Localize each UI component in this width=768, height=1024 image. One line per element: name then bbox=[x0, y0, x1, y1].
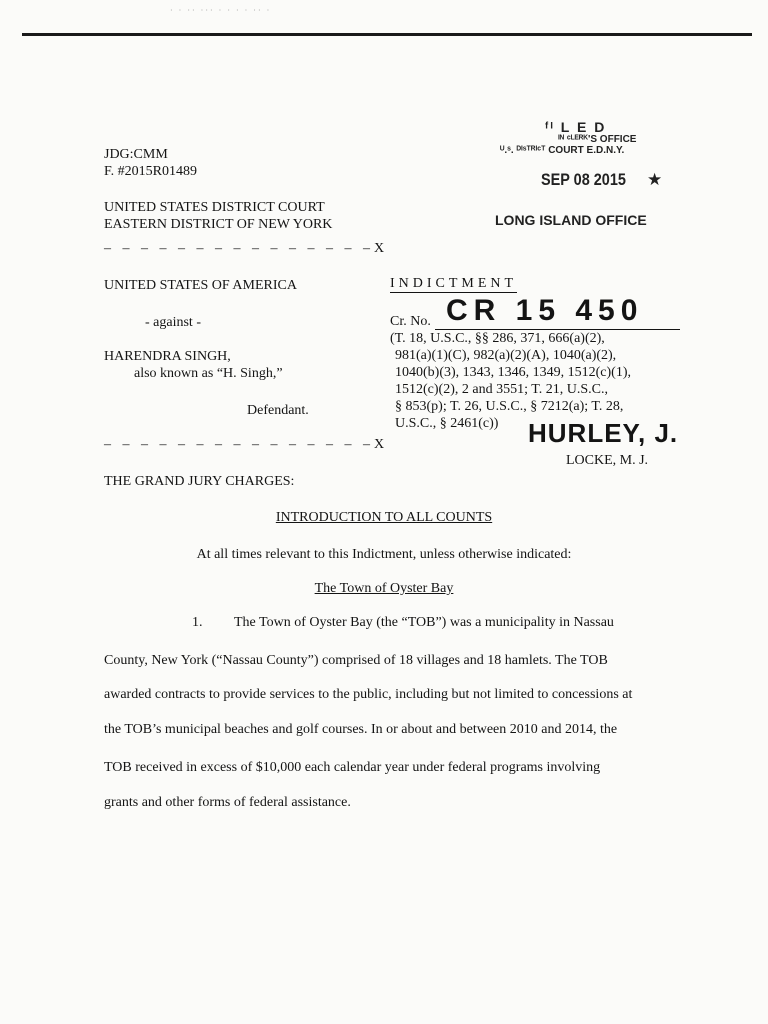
intro-line: At all times relevant to this Indictment, unless otherwise indicated: bbox=[196, 547, 572, 562]
paragraph-number: 1. bbox=[192, 615, 203, 630]
statute-line-6: U.S.C., § 2461(c)) bbox=[395, 416, 499, 431]
paragraph-line-5: TOB received in excess of $10,000 each calendar year under federal programs involving bbox=[104, 760, 601, 775]
statute-line-4: 1512(c)(2), 2 and 3551; T. 21, U.S.C., bbox=[395, 382, 608, 397]
filed-star-icon: ★ bbox=[647, 170, 663, 189]
paragraph-line-2: County, New York (“Nassau County”) comprised of 18 villages and 18 hamlets. The TOB bbox=[104, 653, 608, 668]
file-number: F. #2015R01489 bbox=[104, 164, 198, 179]
grand-jury-charges: THE GRAND JURY CHARGES: bbox=[104, 474, 295, 489]
case-number: CR 15 450 bbox=[446, 294, 644, 327]
against-label: - against - bbox=[145, 315, 201, 330]
court-district: EASTERN DISTRICT OF NEW YORK bbox=[104, 217, 333, 232]
scan-artifact: · · ·· ··· · · · · ·· · bbox=[170, 6, 272, 15]
case-number-label: Cr. No. bbox=[390, 314, 431, 329]
filed-stamp-court: ᵁ.ˢ. ᴰᴵˢᵀᴿᴵᶜᵀ COURT E.D.N.Y. bbox=[500, 145, 625, 156]
indictment-title bbox=[390, 275, 517, 292]
statute-line-3: 1040(b)(3), 1343, 1346, 1349, 1512(c)(1), bbox=[395, 365, 632, 380]
caption-divider-top: – – – – – – – – – – – – – – –X bbox=[104, 241, 389, 256]
section-heading: The Town of Oyster Bay bbox=[314, 581, 454, 596]
paragraph-line-4: the TOB’s municipal beaches and golf courses. In or about and between 2010 and 2014, the bbox=[104, 722, 618, 737]
defendant-alias: also known as “H. Singh,” bbox=[134, 366, 283, 381]
filed-stamp-title: ᶠᴵ L E D bbox=[545, 119, 607, 135]
judge-stamp: HURLEY, J. bbox=[528, 418, 679, 448]
paragraph-line-3: awarded contracts to provide services to the public, including but not limited to concessions at bbox=[104, 687, 633, 702]
paragraph-line-6: grants and other forms of federal assistance. bbox=[104, 795, 351, 810]
magistrate-name: LOCKE, M. J. bbox=[566, 453, 649, 468]
intro-heading: INTRODUCTION TO ALL COUNTS bbox=[275, 510, 493, 525]
plaintiff-name: UNITED STATES OF AMERICA bbox=[104, 278, 297, 293]
caption-divider-bottom: – – – – – – – – – – – – – – –X bbox=[104, 437, 389, 452]
reference-initials: JDG:CMM bbox=[104, 147, 168, 162]
filed-stamp-location: LONG ISLAND OFFICE bbox=[495, 212, 647, 228]
filed-stamp-date: SEP 08 2015 bbox=[541, 170, 626, 189]
defendant-name: HARENDRA SINGH, bbox=[104, 349, 231, 364]
top-rule bbox=[22, 33, 752, 36]
paragraph-line-1: The Town of Oyster Bay (the “TOB”) was a municipality in Nassau bbox=[234, 615, 614, 630]
statute-line-1: (T. 18, U.S.C., §§ 286, 371, 666(a)(2), bbox=[390, 331, 605, 346]
defendant-label: Defendant. bbox=[247, 403, 309, 418]
court-name: UNITED STATES DISTRICT COURT bbox=[104, 200, 325, 215]
statute-line-5: § 853(p); T. 26, U.S.C., § 7212(a); T. 28, bbox=[395, 399, 624, 414]
statute-line-2: 981(a)(1)(C), 982(a)(2)(A), 1040(a)(2), bbox=[395, 348, 617, 363]
indictment-title-text: INDICTMENT bbox=[390, 276, 518, 291]
filed-stamp-office: ᴵᴺ ᶜᴸᴱᴿᴷ'S OFFICE bbox=[558, 134, 637, 145]
